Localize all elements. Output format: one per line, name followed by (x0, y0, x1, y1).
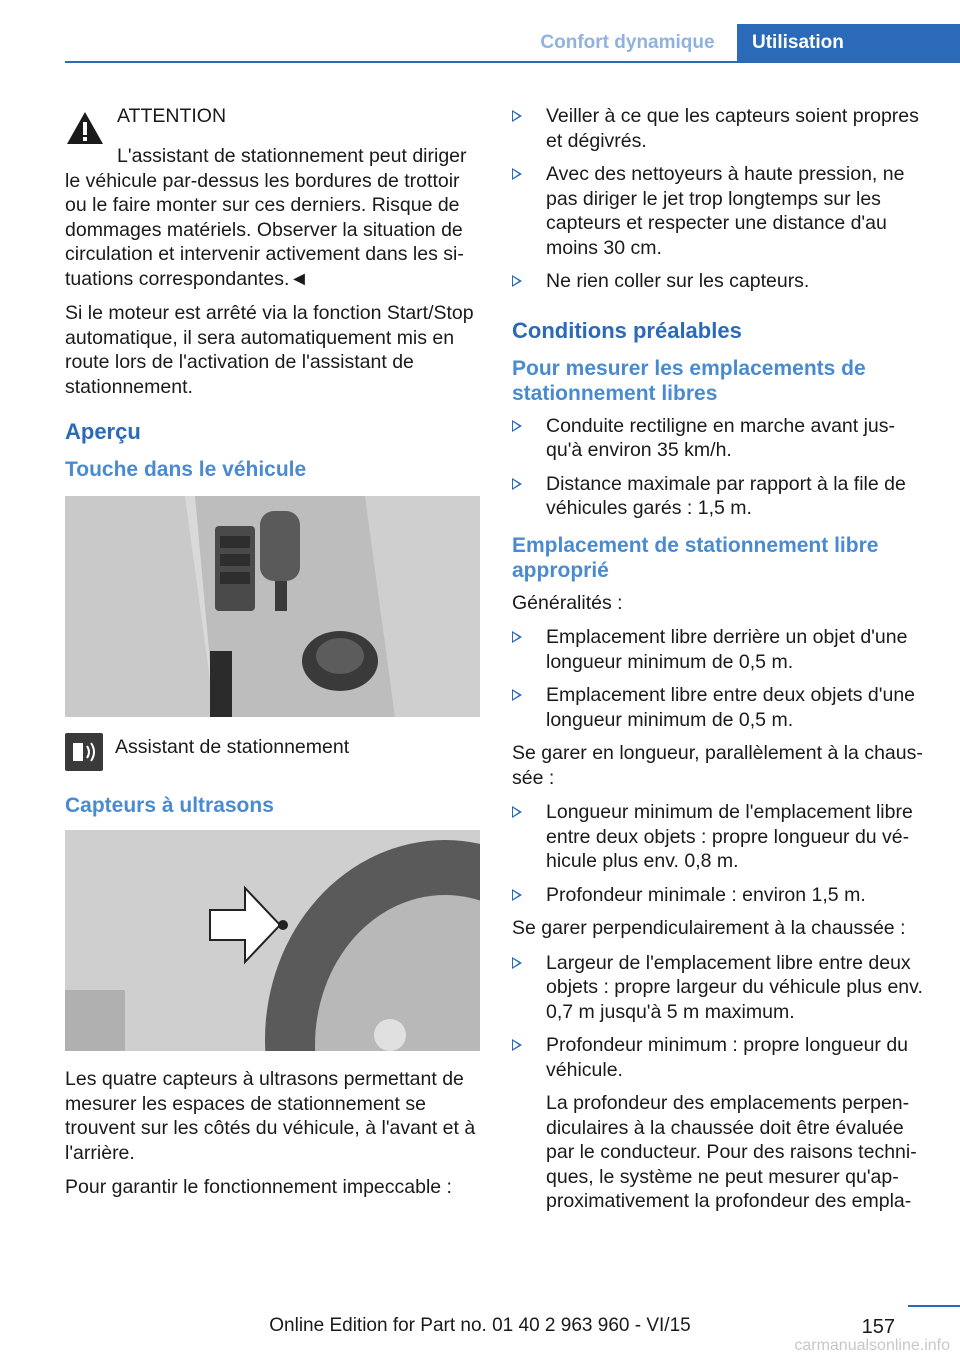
list-item: Veiller à ce que les capteurs soient propres et dégivrés. (512, 104, 930, 153)
right-column (512, 104, 930, 1224)
heading-button: Touche dans le véhicule (65, 458, 307, 481)
warning-icon (65, 110, 105, 146)
list-item: Conduite rectiligne en marche avant jus-qu'à environ 35 km/h. (512, 414, 930, 463)
sensors-paragraph: Les quatre capteurs à ultrasons permettant de mesurer les espaces de stationnement se trouvent sur les côtés du véhicule, à l'avant et à l'arrière. (65, 1068, 476, 1164)
list-item: Distance maximale par rapport à la file de véhicules garés : 1,5 m. (512, 472, 930, 521)
warning-text: L'assistant de stationnement peut diriger le véhicule par-dessus les bordures de trottoir ou le faire monter sur ces derniers. Risque de dommages matériels. Observer la situation de circulation et intervenir activement dans les si-tuations correspondantes.◄ (65, 145, 467, 290)
list-item: Emplacement libre derrière un objet d'une longueur minimum de 0,5 m. (512, 625, 930, 674)
depth-note: La profondeur des emplacements perpen-diculaires à la chaussée doit être évaluée par le conducteur. Pour des raisons techni-ques, le système ne peut mesurer qu'ap-proximativement la profondeur des empla- (546, 1092, 917, 1212)
parallel-list (512, 800, 930, 907)
parking-assistant-button-row (65, 733, 480, 771)
sensor-photo (65, 830, 480, 1051)
heading-space: Emplacement de stationnement libre approprié (512, 533, 879, 582)
parking-sensor-icon (69, 737, 99, 767)
general-label: Généralités : (512, 591, 623, 614)
list-item: Profondeur minimum : propre longueur du véhicule. (512, 1033, 930, 1082)
cleaning-list (512, 104, 930, 294)
list-item: Emplacement libre entre deux objets d'une longueur minimum de 0,5 m. (512, 683, 930, 732)
list-item: Largeur de l'emplacement libre entre deux objets : propre largeur du véhicule plus env. 0,7 m jusqu'à 5 m maximum. (512, 951, 930, 1025)
parking-assistant-button-icon[interactable] (65, 733, 103, 771)
warning-block (65, 104, 480, 146)
list-item: Longueur minimum de l'emplacement libre entre deux objets : propre longueur du vé-hicule plus env. 0,8 m. (512, 800, 930, 874)
perpendicular-list (512, 951, 930, 1083)
chapter-tab[interactable]: Utilisation (737, 24, 960, 62)
general-list (512, 625, 930, 732)
start-stop-paragraph: Si le moteur est arrêté via la fonction Start/Stop automatique, il sera automatiquement mis en route lors de l'activation de l'assistant de stationnement. (65, 302, 474, 398)
left-column (65, 104, 480, 1210)
heading-conditions: Conditions préalables (512, 317, 742, 343)
button-label: Assistant de stationnement (115, 736, 350, 758)
warning-title: ATTENTION (117, 105, 227, 127)
heading-sensors: Capteurs à ultrasons (65, 794, 274, 817)
heading-measure: Pour mesurer les emplacements de stationnement libres (512, 356, 866, 405)
list-item: Profondeur minimale : environ 1,5 m. (512, 883, 930, 908)
guarantee-paragraph: Pour garantir le fonctionnement impeccable : (65, 1176, 452, 1198)
parallel-label: Se garer en longueur, parallèlement à la chaus-sée : (512, 742, 923, 789)
list-item: Ne rien coller sur les capteurs. (512, 269, 930, 294)
page-number: 157 (861, 1316, 895, 1338)
footer-rule (908, 1305, 960, 1307)
perpendicular-label: Se garer perpendiculairement à la chaussée : (512, 917, 906, 939)
measure-list (512, 414, 930, 521)
section-tab[interactable]: Confort dynamique (540, 32, 715, 53)
list-item: Avec des nettoyeurs à haute pression, ne pas diriger le jet trop longtemps sur les capteurs et respecter une distance d'au moins 30 cm. (512, 162, 930, 260)
console-photo (65, 496, 480, 717)
watermark: carmanualsonline.info (794, 1337, 950, 1354)
heading-overview: Aperçu (65, 419, 141, 444)
edition-line: Online Edition for Part no. 01 40 2 963 960 - VI/15 (269, 1315, 691, 1336)
